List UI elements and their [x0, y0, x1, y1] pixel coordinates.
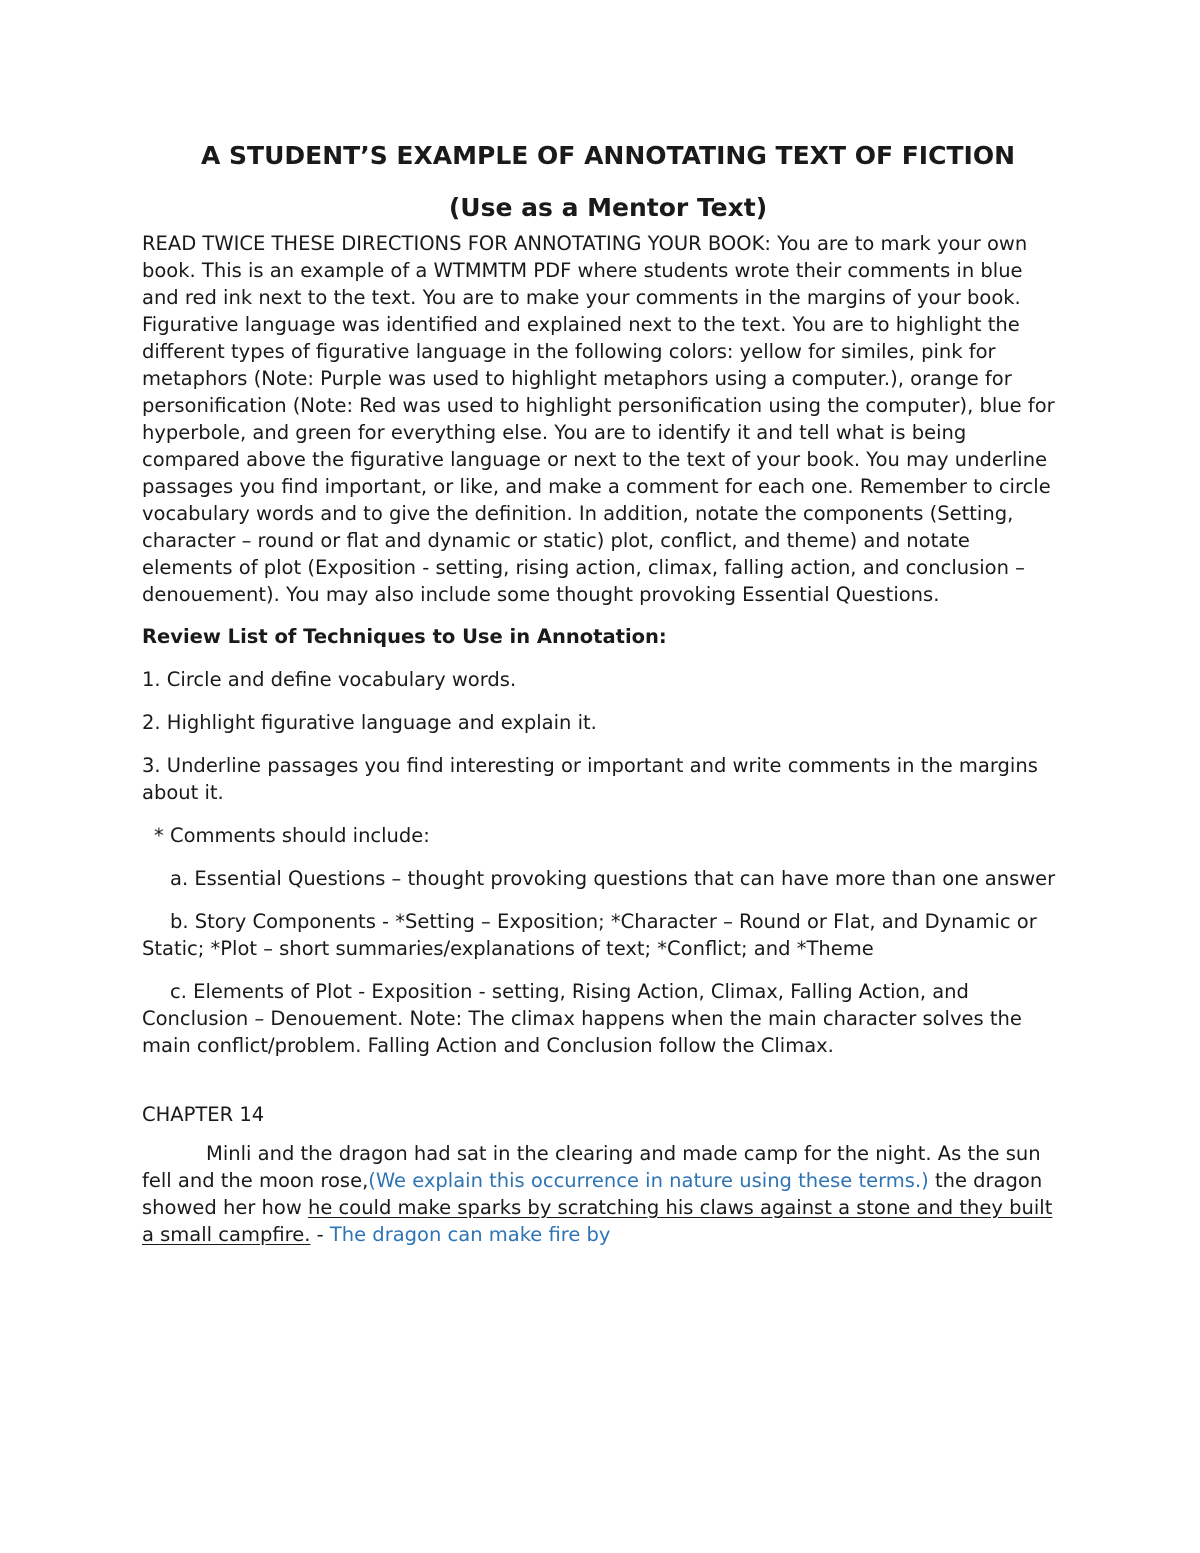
document-title: A STUDENT’S EXAMPLE OF ANNOTATING TEXT OF FICTION [201, 141, 1015, 170]
comment-sub-item: a. Essential Questions – thought provoking questions that can have more than one answer [170, 867, 1056, 890]
review-heading: Review List of Techniques to Use in Annotation: [142, 625, 667, 648]
directions-paragraph: READ TWICE THESE DIRECTIONS FOR ANNOTATING YOUR BOOK: You are to mark your own book. This is an example of a WTMMTM PDF where students wrote their comments in blue and red ink next to the text. You are to make your comments in the margins of your book. Figurative language was identified and explained next to the text. You are to highlight the different types of figurative language in the following colors: yellow for similes, pink for metaphors (Note: Purple was used to highlight metaphors using a computer.), orange for personification (Note: Red was used to highlight personification using the computer), blue for hyperbole, and green for everything else. You are to identify it and tell what is being compared above the figurative language or next to the text of your book. You may underline passages you find important, or like, and make a comment for each one. Remember to circle vocabulary words and to give the definition. In addition, notate the components (Setting, character – round or flat and dynamic or static) plot, conflict, and theme) and notate elements of plot (Exposition - setting, rising action, climax, falling action, and conclusion – denouement). You may also include some thought provoking Essential Questions. [142, 232, 1055, 606]
chapter-heading: CHAPTER 14 [142, 1103, 265, 1126]
story-text: Minli and the dragon had sat in the clearing and made camp for the night. As the sun fell and the moon rose, [142, 1142, 1041, 1192]
chapter-paragraph [142, 1140, 1062, 1248]
story-text: the dragon showed her how [142, 1169, 1043, 1219]
review-item: 1. Circle and define vocabulary words. [142, 668, 517, 691]
underlined-passage: he could make sparks by scratching his claws against a stone and they built a small campfire. [142, 1196, 1053, 1246]
document-page [142, 138, 1062, 1264]
review-item: 2. Highlight figurative language and explain it. [142, 711, 597, 734]
comment-sub-item: c. Elements of Plot - Exposition - setting, Rising Action, Climax, Falling Action, and Conclusion – Denouement. Note: The climax happens when the main character solves the main conflict/problem. Falling Action and Conclusion follow the Climax. [142, 980, 1022, 1057]
comments-intro: * Comments should include: [154, 824, 430, 847]
comment-sub-item: b. Story Components - *Setting – Exposition; *Character – Round or Flat, and Dynamic or Static; *Plot – short summaries/explanations of text; *Conflict; and *Theme [142, 910, 1037, 960]
student-annotation: The dragon can make fire by [329, 1223, 611, 1246]
student-annotation: (We explain this occurrence in nature using these terms.) [368, 1169, 929, 1192]
review-item: 3. Underline passages you find interesting or important and write comments in the margins about it. [142, 754, 1038, 804]
spacer [142, 1075, 1062, 1101]
document-subtitle: (Use as a Mentor Text) [448, 193, 768, 222]
annotation-dash: - [310, 1223, 330, 1246]
